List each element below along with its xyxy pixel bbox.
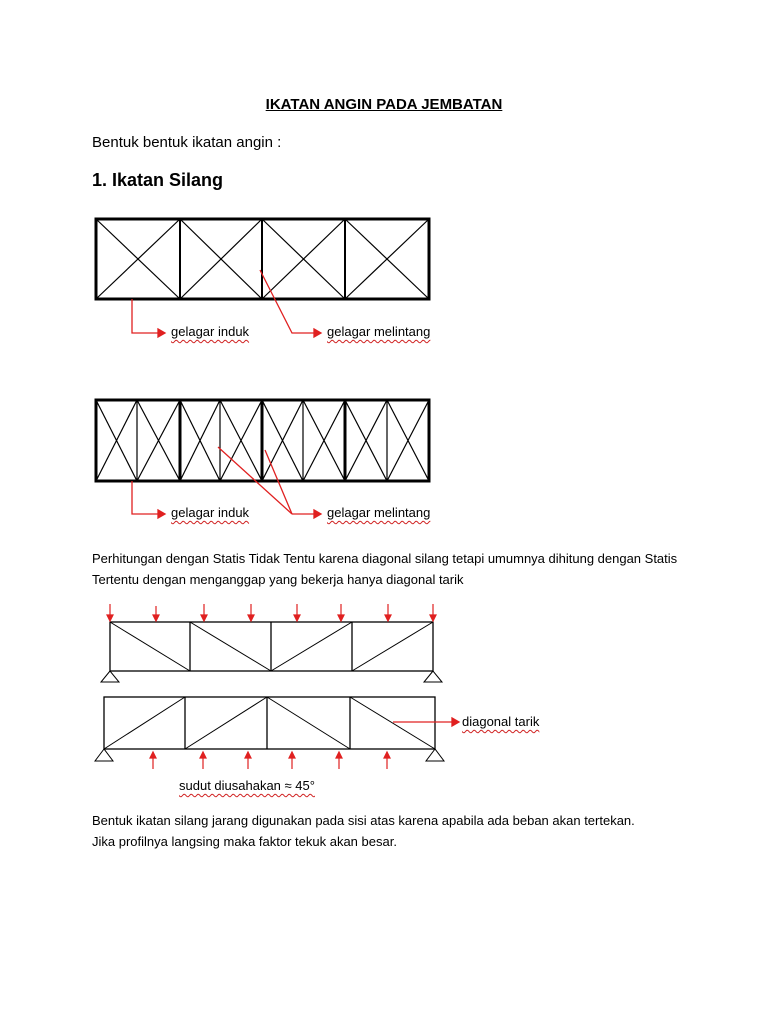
tension-diagram-top bbox=[101, 622, 442, 682]
page-title: IKATAN ANGIN PADA JEMBATAN bbox=[265, 96, 503, 113]
tension-diagram-bottom bbox=[95, 697, 444, 761]
paragraph-conclusion-line-2: Jika profilnya langsing maka faktor tekuk akan besar. bbox=[92, 834, 397, 849]
tension-pointer bbox=[393, 718, 459, 726]
label-cross-girder-1: gelagar melintang bbox=[327, 324, 431, 339]
truss-frame-1 bbox=[96, 219, 429, 299]
label-tension-diagonal: diagonal tarik bbox=[462, 714, 540, 729]
section-heading: 1. Ikatan Silang bbox=[92, 170, 224, 190]
label-angle-note: sudut diusahakan ≈ 45° bbox=[179, 778, 315, 793]
paragraph-conclusion bbox=[92, 810, 712, 852]
paragraph-calculation: Perhitungan dengan Statis Tidak Tentu karena diagonal silang tetapi umumnya dihitung dengan Statis Tertentu dengan menganggap yang bekerja hanya diagonal tarik bbox=[92, 551, 678, 587]
paragraph-conclusion-line-1: Bentuk ikatan silang jarang digunakan pada sisi atas karena apabila ada beban akan tertekan. bbox=[92, 813, 635, 828]
load-arrows-up bbox=[150, 752, 390, 769]
label-main-girder-2: gelagar induk bbox=[171, 505, 250, 520]
label-main-girder-1: gelagar induk bbox=[171, 324, 250, 339]
truss-frame-2 bbox=[96, 400, 429, 481]
intro-text: Bentuk bentuk ikatan angin : bbox=[92, 134, 282, 151]
load-arrows-down bbox=[107, 604, 436, 621]
label-cross-girder-2: gelagar melintang bbox=[327, 505, 431, 520]
